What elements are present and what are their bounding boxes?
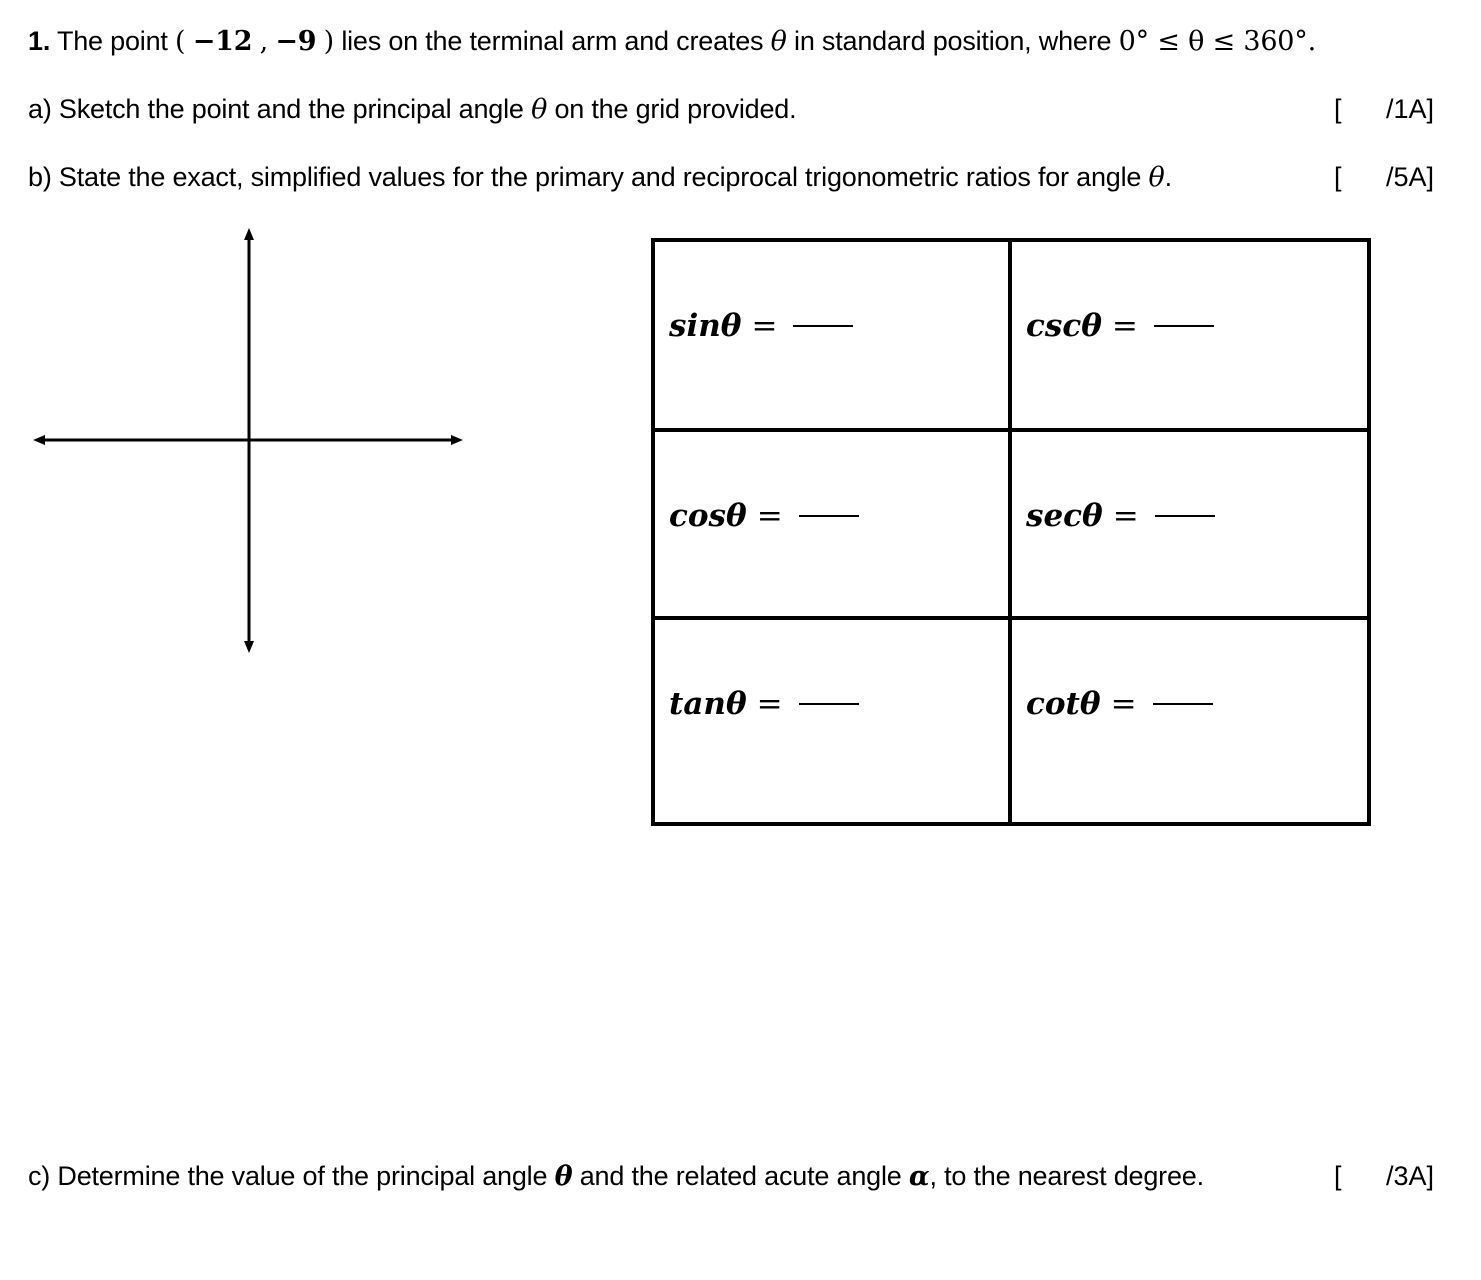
point-open-paren: ( [175,26,186,57]
part-b-line [28,162,1172,193]
y-axis-up-arrow [244,228,254,240]
cell-cot[interactable] [1012,620,1367,822]
cell-sin[interactable] [655,242,1008,428]
cell-sec[interactable] [1012,432,1367,616]
point-close-paren: ) [323,26,334,57]
coordinate-axes[interactable] [30,225,470,657]
part-c-tail: , to the nearest degree. [929,1161,1204,1191]
part-a-bracket: [ [1334,94,1342,124]
sin-label: sinθ [669,308,742,344]
cos-equals: = [756,498,783,534]
part-b-marks-value: /5A] [1386,162,1435,192]
part-a-marks-value: /1A] [1386,94,1435,124]
sec-equals: = [1112,498,1139,534]
part-b-text: b) State the exact, simplified values for the primary and reciprocal trigonometric ratios for angle [28,162,1142,192]
part-a-text: a) Sketch the point and the principal angle [28,94,524,124]
part-c-marks-value: /3A] [1386,1161,1435,1191]
point-x: −12 [192,26,253,57]
cell-csc[interactable] [1012,242,1367,428]
point-y: −9 [275,26,317,57]
tan-equals: = [756,686,783,722]
y-axis-down-arrow [244,641,254,653]
question-number: 1. [28,26,51,56]
question-theta: θ [770,26,787,57]
csc-equals: = [1111,308,1138,344]
part-a-line [28,94,796,125]
x-axis-right-arrow [451,435,463,445]
cos-label: cosθ [669,498,747,534]
x-axis-left-arrow [33,435,45,445]
cell-cos[interactable] [655,432,1008,616]
sec-fraction-line [1155,515,1215,517]
part-b-tail: . [1164,162,1172,192]
cot-equals: = [1110,686,1137,722]
part-b-bracket: [ [1334,162,1342,192]
tan-label: tanθ [669,686,747,722]
cot-label: cotθ [1026,686,1101,722]
cot-fraction-line [1153,703,1213,705]
question-mid: lies on the terminal arm and creates [341,26,764,56]
part-c-mid: and the related acute angle [579,1161,902,1191]
csc-label: cscθ [1026,308,1102,344]
csc-fraction-line [1154,325,1214,327]
part-c-bracket: [ [1334,1161,1342,1191]
part-a-theta: θ [531,94,548,125]
point-comma: , [259,26,269,57]
part-c-line [28,1161,1204,1192]
angle-range: 0° ≤ θ ≤ 360°. [1118,26,1316,57]
question-tail: in standard position, where [794,26,1112,56]
part-b-theta: θ [1148,162,1165,193]
part-c-text: c) Determine the value of the principal angle [28,1161,548,1191]
sin-fraction-line [793,325,853,327]
trig-ratio-table [651,238,1371,826]
tan-fraction-line [799,703,859,705]
cos-fraction-line [799,515,859,517]
part-c-alpha: α [908,1161,930,1192]
sec-label: secθ [1026,498,1103,534]
sin-equals: = [751,308,778,344]
part-a-tail: on the grid provided. [554,94,797,124]
question-intro: The point [56,26,168,56]
cell-tan[interactable] [655,620,1008,822]
question-1-line [28,26,1316,57]
part-c-theta: θ [554,1161,573,1192]
